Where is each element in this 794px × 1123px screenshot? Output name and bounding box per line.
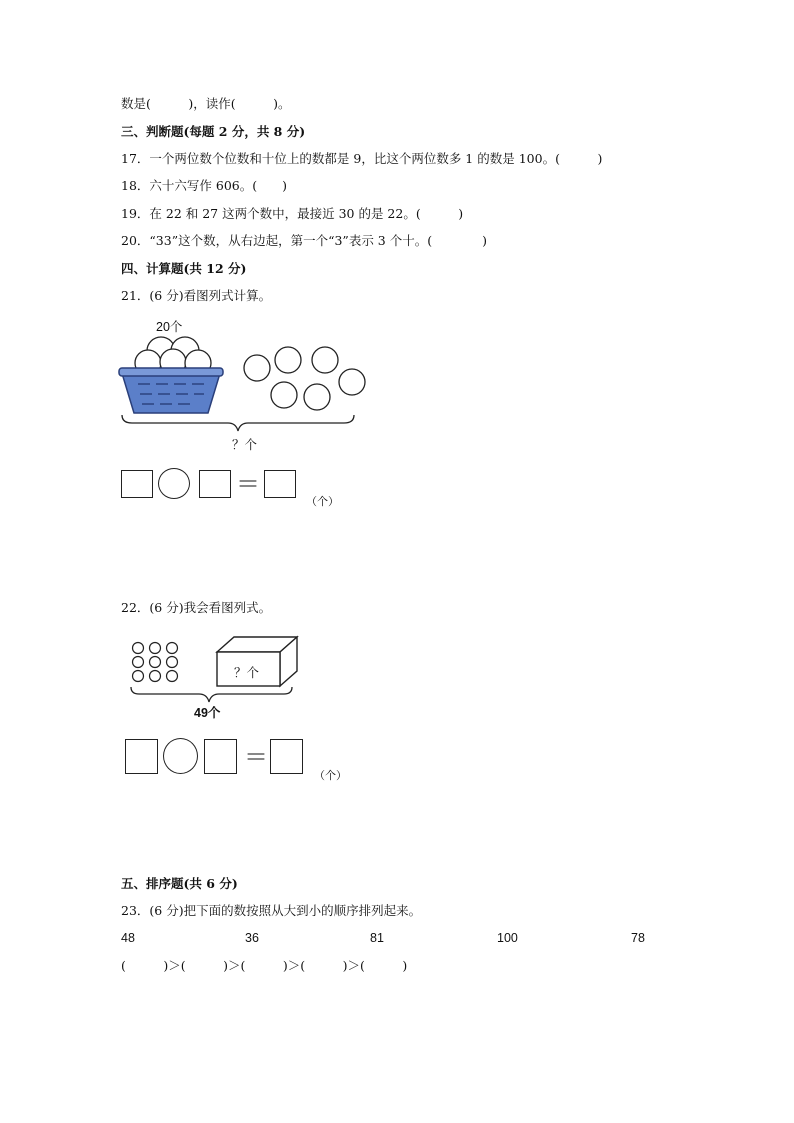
number-78: 78 — [631, 931, 645, 945]
equals-sign: ＝ — [244, 744, 268, 771]
box-label-question: ？个 — [234, 666, 260, 680]
basket-and-balls-drawing — [118, 315, 378, 455]
section-heading-judgement: 三、判断题(每题 2 分，共 8 分) — [121, 124, 306, 139]
label-49: 49个 — [194, 706, 221, 720]
answer-box-2[interactable] — [199, 470, 231, 498]
unit-label: （个） — [314, 769, 347, 782]
answer-box-result[interactable] — [270, 739, 303, 774]
label-20: 20个 — [156, 320, 183, 334]
label-question-total: ？个 — [232, 438, 258, 452]
question-22: 22．(6 分)我会看图列式。 — [121, 600, 272, 615]
number-81: 81 — [370, 931, 384, 945]
question-20: 20．“33”这个数，从右边起，第一个“3”表示 3 个十。( ) — [121, 233, 487, 248]
equals-sign: ＝ — [236, 471, 260, 498]
number-36: 36 — [245, 931, 259, 945]
text-line-fill-blank: 数是( )，读作( )。 — [121, 96, 291, 111]
answer-box-1[interactable] — [125, 739, 158, 774]
question-18: 18．六十六写作 606。( ) — [121, 178, 287, 193]
section-heading-ordering: 五、排序题(共 6 分) — [121, 876, 238, 891]
number-100: 100 — [497, 931, 518, 945]
figure-22-illustration — [124, 632, 314, 722]
answer-box-2[interactable] — [204, 739, 237, 774]
unit-label: （个） — [306, 495, 339, 508]
answer-box-result[interactable] — [264, 470, 296, 498]
question-21: 21．(6 分)看图列式计算。 — [121, 288, 272, 303]
operator-circle[interactable] — [158, 468, 190, 499]
operator-circle[interactable] — [163, 738, 198, 774]
question-19: 19．在 22 和 27 这两个数中，最接近 30 的是 22。( ) — [121, 206, 464, 221]
ordering-answer-blanks[interactable]: ( )＞( )＞( )＞( )＞( ) — [121, 958, 408, 973]
figure-21-illustration — [118, 315, 378, 455]
number-48: 48 — [121, 931, 135, 945]
question-23: 23．(6 分)把下面的数按照从大到小的顺序排列起来。 — [121, 903, 422, 918]
answer-box-1[interactable] — [121, 470, 153, 498]
question-17: 17．一个两位数个位数和十位上的数都是 9，比这个两位数多 1 的数是 100。( ) — [121, 151, 603, 166]
section-heading-calculation: 四、计算题(共 12 分) — [121, 261, 247, 276]
